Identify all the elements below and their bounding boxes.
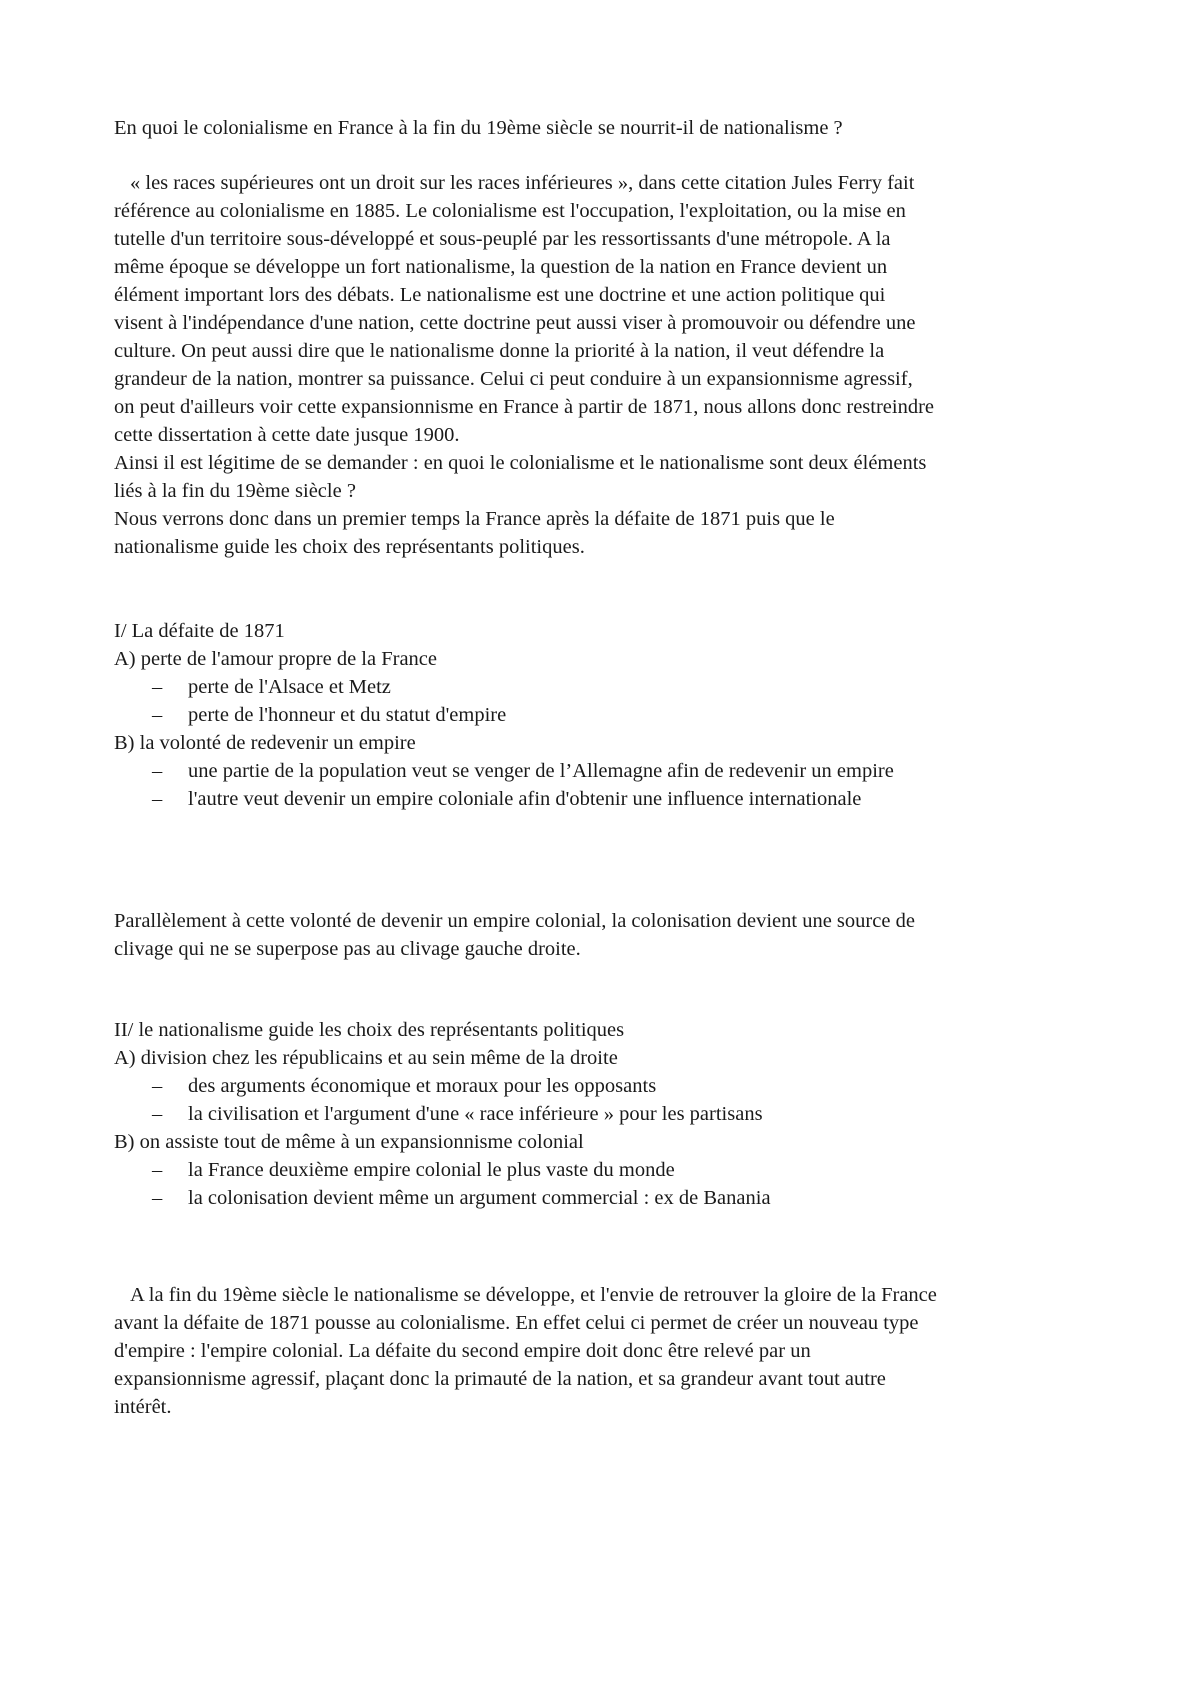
list-item-text: la France deuxième empire colonial le plus vaste du monde	[188, 1159, 675, 1181]
dash-bullet: –	[152, 788, 163, 810]
intro-line: élément important lors des débats. Le nationalisme est une doctrine et une action politique qui	[114, 284, 886, 306]
transition-line: Parallèlement à cette volonté de devenir un empire colonial, la colonisation devient une source de	[114, 910, 915, 932]
dash-bullet: –	[152, 676, 163, 698]
list-item-text: l'autre veut devenir un empire coloniale afin d'obtenir une influence internationale	[188, 788, 862, 810]
dash-bullet: –	[152, 1187, 163, 1209]
intro-line: grandeur de la nation, montrer sa puissance. Celui ci peut conduire à un expansionnisme agressif,	[114, 368, 913, 390]
part-one-title: I/ La défaite de 1871	[114, 620, 285, 642]
conclusion-line: expansionnisme agressif, plaçant donc la primauté de la nation, et sa grandeur avant tout autre	[114, 1368, 886, 1390]
list-item	[114, 1156, 1104, 1184]
dash-bullet: –	[152, 760, 163, 782]
intro-line: on peut d'ailleurs voir cette expansionnisme en France à partir de 1871, nous allons donc restreindre	[114, 396, 935, 418]
intro-line: référence au colonialisme en 1885. Le colonialisme est l'occupation, l'exploitation, ou la mise en	[114, 200, 906, 222]
part-one-subsection-a: A) perte de l'amour propre de la France	[114, 648, 438, 670]
list-item	[114, 673, 1104, 701]
list-item	[114, 701, 1104, 729]
intro-line: tutelle d'un territoire sous-développé et sous-peuplé par les ressortissants d'une métropole. A la	[114, 228, 891, 250]
transition-paragraph	[114, 907, 1104, 963]
list-item-text: perte de l'Alsace et Metz	[188, 676, 391, 698]
intro-line: liés à la fin du 19ème siècle ?	[114, 480, 356, 502]
list-item	[114, 757, 1104, 785]
list-item	[114, 1184, 1104, 1212]
conclusion-paragraph	[114, 1281, 1104, 1421]
dash-bullet: –	[152, 1103, 163, 1125]
conclusion-line: intérêt.	[114, 1396, 172, 1418]
conclusion-line: d'empire : l'empire colonial. La défaite du second empire doit donc être relevé par un	[114, 1340, 811, 1362]
intro-line: même époque se développe un fort nationalisme, la question de la nation en France devient un	[114, 256, 888, 278]
intro-line: « les races supérieures ont un droit sur les races inférieures », dans cette citation Jules Ferry fait	[130, 172, 915, 194]
conclusion-line: A la fin du 19ème siècle le nationalisme se développe, et l'envie de retrouver la gloire de la France	[130, 1284, 937, 1306]
list-item	[114, 1100, 1104, 1128]
part-one-outline	[114, 617, 1104, 813]
part-two-subsection-b: B) on assiste tout de même à un expansionnisme colonial	[114, 1131, 584, 1153]
part-one-subsection-b: B) la volonté de redevenir un empire	[114, 732, 416, 754]
intro-line: Ainsi il est légitime de se demander : en quoi le colonialisme et le nationalisme sont deux éléments	[114, 452, 927, 474]
part-two-subsection-a: A) division chez les républicains et au sein même de la droite	[114, 1047, 618, 1069]
intro-line: nationalisme guide les choix des représentants politiques.	[114, 536, 585, 558]
intro-line: visent à l'indépendance d'une nation, cette doctrine peut aussi viser à promouvoir ou défendre une	[114, 312, 916, 334]
list-item-text: des arguments économique et moraux pour les opposants	[188, 1075, 657, 1097]
dash-bullet: –	[152, 1159, 163, 1181]
list-item-text: une partie de la population veut se venger de l’Allemagne afin de redevenir un empire	[188, 760, 894, 782]
intro-line: Nous verrons donc dans un premier temps la France après la défaite de 1871 puis que le	[114, 508, 835, 530]
dash-bullet: –	[152, 704, 163, 726]
question-heading	[114, 114, 1104, 142]
list-item	[114, 785, 1104, 813]
transition-line: clivage qui ne se superpose pas au clivage gauche droite.	[114, 938, 581, 960]
list-item	[114, 1072, 1104, 1100]
list-item-text: perte de l'honneur et du statut d'empire	[188, 704, 507, 726]
conclusion-line: avant la défaite de 1871 pousse au colonialisme. En effet celui ci permet de créer un nouveau type	[114, 1312, 919, 1334]
part-two-title: II/ le nationalisme guide les choix des représentants politiques	[114, 1019, 625, 1041]
intro-line: cette dissertation à cette date jusque 1900.	[114, 424, 460, 446]
dash-bullet: –	[152, 1075, 163, 1097]
question-text: En quoi le colonialisme en France à la fin du 19ème siècle se nourrit-il de nationalisme ?	[114, 117, 843, 139]
introduction-paragraph	[114, 169, 1104, 561]
intro-line: culture. On peut aussi dire que le nationalisme donne la priorité à la nation, il veut défendre la	[114, 340, 885, 362]
list-item-text: la civilisation et l'argument d'une « race inférieure » pour les partisans	[188, 1103, 763, 1125]
list-item-text: la colonisation devient même un argument commercial : ex de Banania	[188, 1187, 771, 1209]
part-two-outline	[114, 1016, 1104, 1212]
